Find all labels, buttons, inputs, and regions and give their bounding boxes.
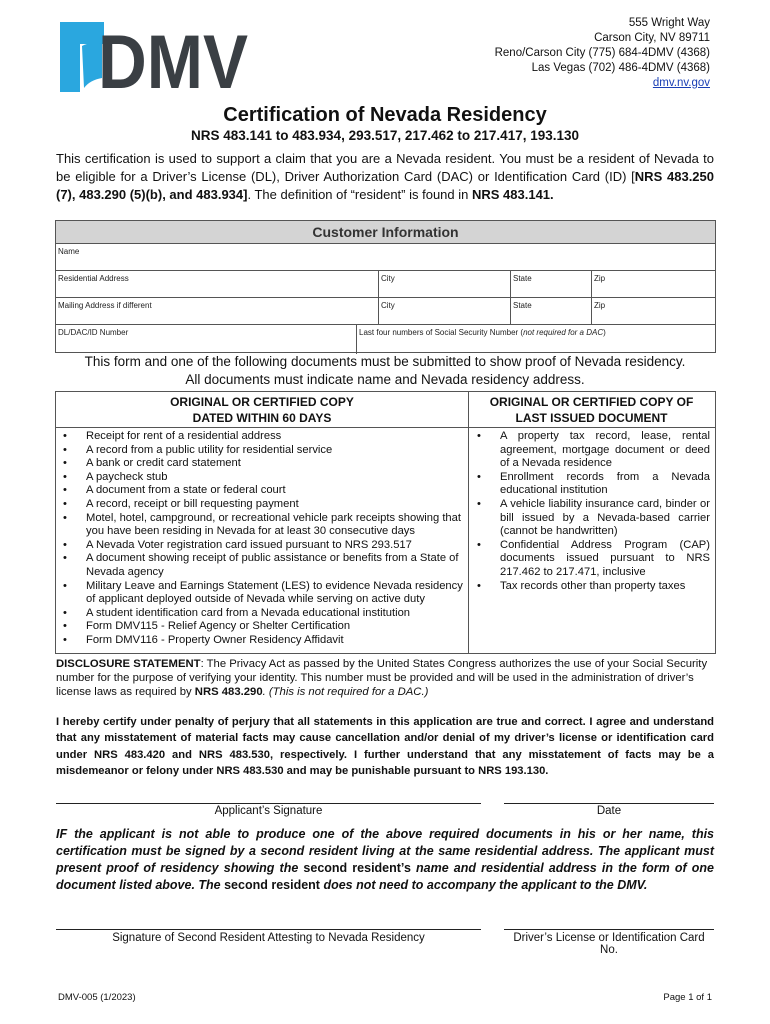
id-row — [56, 325, 715, 354]
name-field[interactable]: Name — [58, 247, 80, 256]
document-list-item: • A document showing receipt of public assistance or benefits from a State of Nevada agency — [56, 552, 466, 579]
section-heading: Customer Information — [56, 221, 715, 244]
office-address — [495, 16, 710, 91]
document-list-item: • Form DMV116 - Property Owner Residency Affidavit — [56, 634, 466, 648]
certification-statement: I hereby certify under penalty of perjury that all statements in this application are true and correct. I agree and understand that any misstatement of material facts may cause cancellation and/or denial of my driver’s license or identification card under NRS 483.420 and NRS 483.530, respectively. I further understand that any misstatement of facts may be a misdemeanor or felony under NRS 483.530 and may be punishable pursuant to NRS 193.130. — [56, 716, 714, 777]
mailing-address-row — [56, 298, 715, 325]
document-list-item: • A paycheck stub — [56, 471, 466, 485]
document-list-item: • Receipt for rent of a residential address — [56, 430, 466, 444]
document-list-item: • A Nevada Voter registration card issued pursuant to NRS 293.517 — [56, 539, 466, 553]
page-title: Certification of Nevada Residency — [223, 104, 547, 126]
date-line[interactable] — [504, 803, 714, 804]
id-number-label: Driver’s License or Identification Card No. — [513, 932, 705, 956]
document-list-item: • A record from a public utility for residential service — [56, 444, 466, 458]
dmv-logo — [58, 20, 250, 105]
document-list-item: • Enrollment records from a Nevada educational institution — [470, 471, 710, 498]
logo-text: DMV — [98, 20, 249, 105]
document-list-item: • A bank or credit card statement — [56, 457, 466, 471]
address-line: Reno/Carson City (775) 684-4DMV (4368) — [494, 47, 710, 59]
residential-zip-field[interactable]: Zip — [591, 271, 715, 297]
document-list-item: • Tax records other than property taxes — [470, 580, 710, 594]
website-link[interactable]: dmv.nv.gov — [652, 77, 710, 89]
second-resident-signature-label: Signature of Second Resident Attesting to Nevada Residency — [112, 932, 425, 944]
applicant-signature-label: Applicant’s Signature — [214, 805, 323, 817]
document-list-item: • Military Leave and Earnings Statement (LES) to evidence Nevada residency of applicant deployed outside of Nevada while serving on active duty — [56, 580, 466, 607]
document-list-item: • A record, receipt or bill requesting payment — [56, 498, 466, 512]
right-column-heading: ORIGINAL OR CERTIFIED COPY OF LAST ISSUED DOCUMENT — [489, 395, 694, 425]
document-list-item: • Form DMV115 - Relief Agency or Shelter Certification — [56, 620, 466, 634]
residential-state-field[interactable]: State — [510, 271, 591, 297]
id-number-line[interactable] — [504, 929, 714, 930]
document-list-item: • A property tax record, lease, rental agreement, mortgage document or deed of a Nevada residence — [470, 430, 710, 471]
second-resident-notice: IF the applicant is not able to produce one of the above required documents in his or her name, this certification must be signed by a second resident living at the same residential address. The applicant must present proof of residency showing the second resident’s name and residential address in the form of one document listed above. The second resident does not need to accompany the applicant to the DMV. — [56, 827, 714, 892]
document-list-item: • A vehicle liability insurance card, binder or bill issued by a Nevada-based carrier (cannot be handwritten) — [470, 498, 710, 539]
form-id: DMV-005 (1/2023) — [58, 992, 136, 1003]
page-number: Page 1 of 1 — [663, 992, 712, 1003]
date-label: Date — [596, 805, 622, 817]
ssn-field[interactable]: Last four numbers of Social Security Number (not required for a DAC) — [356, 325, 715, 354]
customer-information-section — [55, 220, 716, 353]
divider — [468, 392, 469, 653]
second-resident-signature-line[interactable] — [56, 929, 481, 930]
mailing-city-field[interactable]: City — [378, 298, 510, 324]
nrs-references: NRS 483.141 to 483.934, 293.517, 217.462 to 217.417, 193.130 — [190, 128, 580, 143]
last-issued-documents-list — [470, 430, 710, 593]
divider — [56, 427, 715, 428]
dated-documents-list — [56, 430, 466, 648]
dl-number-field[interactable]: DL/DAC/ID Number — [58, 328, 129, 337]
address-line: Carson City, NV 89711 — [594, 32, 710, 44]
address-line: Las Vegas (702) 486-4DMV (4368) — [531, 62, 710, 74]
name-row — [56, 244, 715, 271]
document-list-item: • Motel, hotel, campground, or recreational vehicle park receipts showing that you have been residing in Nevada for at least 30 consecutive days — [56, 512, 466, 539]
proof-instructions: This form and one of the following documents must be submitted to show proof of Nevada residency. All documents must indicate name and Nevada residency address. — [84, 354, 686, 387]
intro-paragraph: This certification is used to support a claim that you are a Nevada resident. You must be a resident of Nevada to be eligible for a Driver’s License (DL), Driver Authorization Card (DAC) or Identification Card (ID) [NRS 483.250 (7), 483.290 (5)(b), and 483.934]. The definition of “resident” is found in NRS 483.141. — [56, 151, 714, 202]
document-list-item: • Confidential Address Program (CAP) documents issued pursuant to NRS 217.462 to 217.471, inclusive — [470, 539, 710, 580]
documents-table — [55, 391, 716, 654]
mailing-zip-field[interactable]: Zip — [591, 298, 715, 324]
document-list-item: • A document from a state or federal court — [56, 484, 466, 498]
mailing-address-field[interactable]: Mailing Address if different — [58, 301, 152, 310]
mailing-state-field[interactable]: State — [510, 298, 591, 324]
applicant-signature-line[interactable] — [56, 803, 481, 804]
residential-address-field[interactable]: Residential Address — [58, 274, 129, 283]
disclosure-statement: DISCLOSURE STATEMENT: The Privacy Act as passed by the United States Congress authorizes the use of your Social Security number for the purpose of verifying your identity. This number must be provided and will be used in the administration of driver’s license laws as required by NRS 483.290. (This is not required for a DAC.) — [56, 658, 708, 698]
address-line: 555 Wright Way — [628, 17, 710, 29]
residential-address-row — [56, 271, 715, 298]
residential-city-field[interactable]: City — [378, 271, 510, 297]
left-column-heading: ORIGINAL OR CERTIFIED COPY DATED WITHIN 60 DAYS — [170, 395, 354, 425]
document-list-item: • A student identification card from a Nevada educational institution — [56, 607, 466, 621]
